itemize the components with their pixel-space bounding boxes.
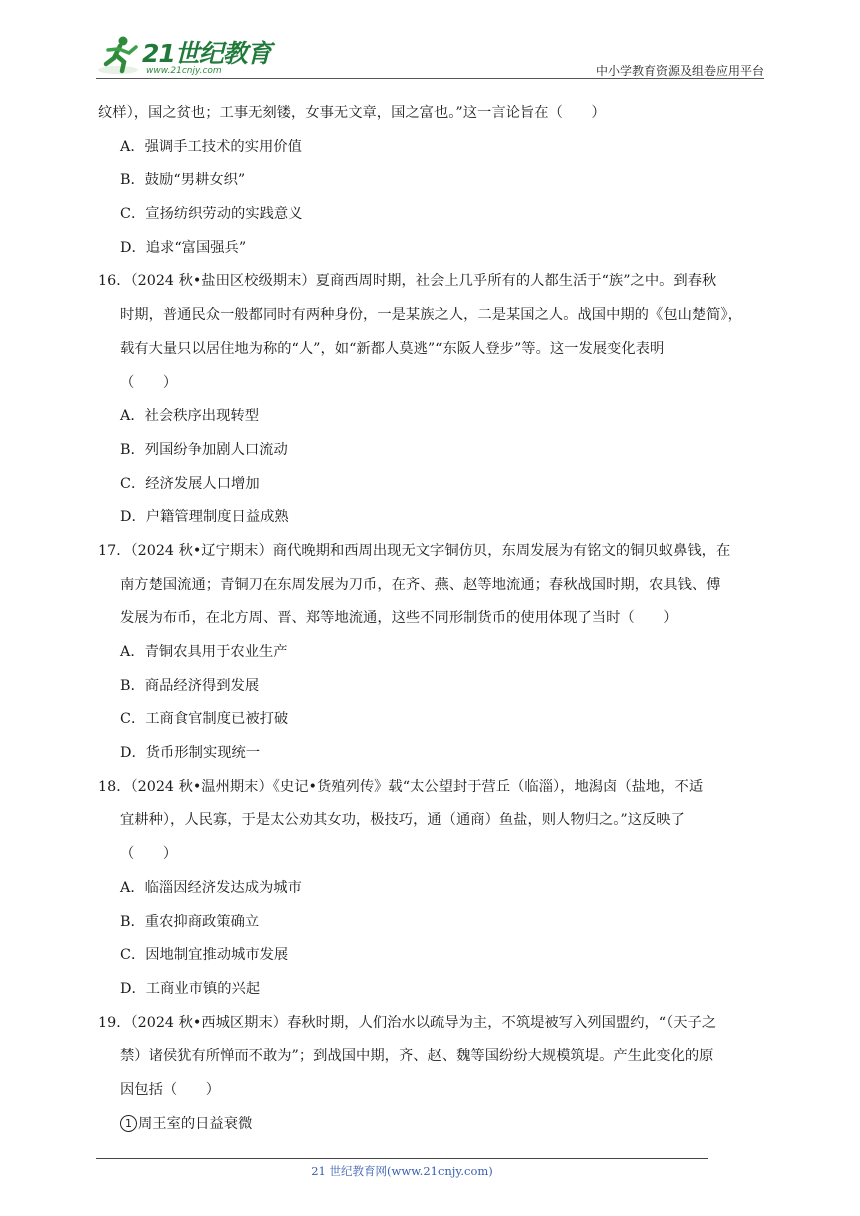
option-line: C．因地制宜推动城市发展	[120, 947, 289, 964]
text-line: 因包括（ ）	[120, 1081, 221, 1098]
option-line: B．重农抑商政策确立	[120, 913, 260, 930]
option-line: D．追求“富国强兵”	[120, 239, 247, 256]
logo-text: 21世纪教育	[142, 39, 271, 68]
text-line: 发展为布币，在北方周、晋、郑等地流通，这些不同形制货币的使用体现了当时（ ）	[120, 610, 678, 627]
page-footer[interactable]: 21 世纪教育网(www.21cnjy.com)	[311, 1164, 493, 1178]
option-line: C．经济发展人口增加	[120, 475, 260, 492]
option-line: C．工商食官制度已被打破	[120, 711, 289, 728]
question-18-line: 18．（2024 秋•温州期末）《史记•货殖列传》载“太公望封于营丘（临淄），地潟卤（盐地，不适	[98, 778, 704, 795]
option-line: B．商品经济得到发展	[120, 677, 260, 694]
question-16-line: 16．（2024 秋•盐田区校级期末）夏商西周时期，社会上几乎所有的人都生活于“族”之中。到春秋	[98, 273, 717, 290]
question-17-line: 17．（2024 秋•辽宁期末）商代晚期和西周出现无文字铜仿贝，东周发展为有铭文的铜贝蚁鼻钱，在	[98, 542, 731, 559]
answer-blank: （ ）	[120, 374, 178, 391]
text-line: 宜耕种），人民寡，于是太公劝其女功，极技巧，通（通商）鱼盐，则人物归之。”这反映了	[120, 812, 685, 829]
circled-number-marker: 1	[120, 1115, 137, 1132]
text-line: 纹样），国之贫也；工事无刻镂，女事无文章，国之富也。”这一言论旨在（ ）	[98, 105, 606, 121]
logo-url: www.21cnjy.com	[146, 66, 222, 76]
text-line: 时期，普通民众一般都同时有两种身份，一是某族之人，二是某国之人。战国中期的《包山楚简》，	[120, 307, 742, 324]
option-line: B．列国纷争加剧人口流动	[120, 441, 288, 458]
answer-blank: （ ）	[120, 846, 178, 863]
page-header	[96, 30, 764, 80]
text-line: 载有大量只以居住地为称的“人”，如“新都人莫逃”“东阪人登步”等。这一发展变化表明	[120, 340, 665, 357]
numbered-item	[98, 1108, 768, 1142]
option-line: D．货币形制实现统一	[120, 745, 261, 762]
option-line: A．社会秩序出现转型	[120, 408, 259, 425]
option-line: B．鼓励“男耕女织”	[120, 172, 246, 189]
text-line: 禁）诸侯犹有所惮而不敢为”；到战国中期，齐、赵、魏等国纷纷大规模筑堤。产生此变化的原	[120, 1048, 714, 1065]
option-line: D．工商业市镇的兴起	[120, 980, 261, 997]
option-line: A．强调手工技术的实用价值	[120, 138, 302, 155]
option-line: D．户籍管理制度日益成熟	[120, 509, 289, 526]
question-content	[98, 97, 768, 1141]
site-logo[interactable]	[96, 30, 271, 80]
header-divider	[96, 78, 764, 79]
option-line: A．临淄因经济发达成为城市	[120, 879, 302, 896]
numbered-item-text: 周王室的日益衰微	[138, 1115, 253, 1132]
question-19-line: 19．（2024 秋•西城区期末）春秋时期，人们治水以疏导为主，不筑堤被写入列国盟约，“（天子之	[98, 1014, 717, 1031]
text-line: 南方楚国流通；青铜刀在东周发展为刀币，在齐、燕、赵等地流通；春秋战国时期，农具钱、傅	[120, 576, 721, 593]
footer-divider	[96, 1158, 708, 1159]
header-tagline: 中小学教育资源及组卷应用平台	[595, 64, 764, 78]
runner-logo-icon	[96, 34, 142, 76]
option-line: A．青铜农具用于农业生产	[120, 644, 288, 660]
option-line: C．宣扬纺织劳动的实践意义	[120, 206, 303, 223]
